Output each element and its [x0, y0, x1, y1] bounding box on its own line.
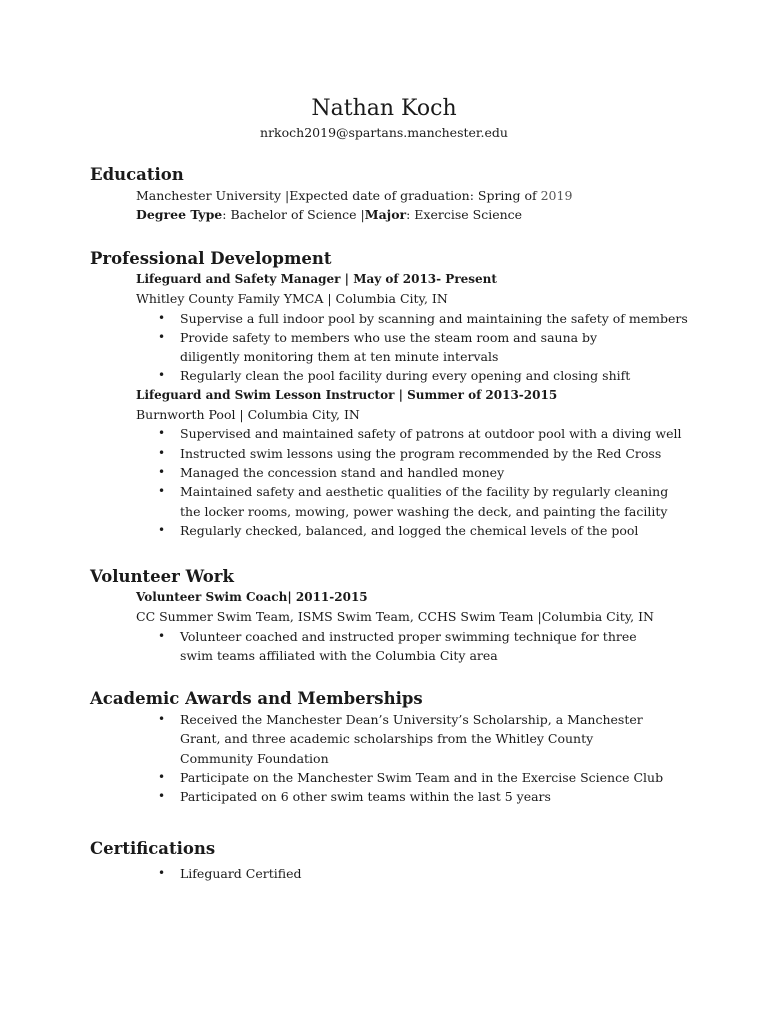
degree-label: Degree Type — [136, 207, 223, 223]
candidate-name: Nathan Koch — [311, 96, 457, 121]
section-title: Volunteer Work — [90, 567, 234, 586]
section-title: Academic Awards and Memberships — [90, 689, 423, 708]
volunteer-bullet-list — [90, 627, 730, 666]
major-label: Major — [364, 207, 407, 223]
major-value: : Exercise Science — [406, 207, 523, 223]
list-item: • Volunteer coached and instructed proper swimming technique for three swim teams affiliated with the Columbia City area — [180, 627, 670, 666]
education-degree-line — [136, 205, 730, 224]
list-item: • Instructed swim lessons using the program recommended by the Red Cross — [180, 444, 730, 463]
professional-section — [90, 248, 730, 540]
list-item: • Regularly checked, balanced, and logged the chemical levels of the pool — [180, 521, 730, 540]
job-organization: Whitley County Family YMCA | Columbia City, IN — [136, 291, 448, 307]
job-heading: Lifeguard and Safety Manager | May of 2013- Present — [136, 272, 497, 286]
awards-bullet-list — [90, 710, 730, 806]
graduation-year: 2019 — [540, 188, 573, 203]
section-title: Education — [90, 165, 184, 184]
list-item: • Lifeguard Certified — [180, 864, 730, 883]
education-school-line — [136, 186, 730, 205]
volunteer-section — [90, 566, 730, 665]
job-organization: Burnworth Pool | Columbia City, IN — [136, 407, 360, 423]
volunteer-organization: CC Summer Swim Team, ISMS Swim Team, CCHS Swim Team |Columbia City, IN — [136, 609, 654, 625]
awards-section — [90, 688, 730, 806]
list-item: • Received the Manchester Dean’s University’s Scholarship, a Manchester Grant, and three academic scholarships from the Whitley County Community Foundation — [180, 710, 690, 768]
volunteer-heading: Volunteer Swim Coach| 2011-2015 — [136, 590, 368, 604]
education-section — [90, 164, 730, 225]
job-bullet-list — [90, 309, 730, 386]
list-item: • Supervise a full indoor pool by scanning and maintaining the safety of members — [180, 309, 730, 328]
list-item: • Provide safety to members who use the steam room and sauna by diligently monitoring them at ten minute intervals — [180, 328, 680, 367]
job-bullet-list — [90, 424, 730, 540]
list-item: • Managed the concession stand and handled money — [180, 463, 730, 482]
education-school-text: Manchester University |Expected date of graduation: Spring of — [136, 188, 541, 203]
certifications-bullet-list — [90, 864, 730, 883]
job-heading: Lifeguard and Swim Lesson Instructor | Summer of 2013-2015 — [136, 387, 558, 402]
certifications-section — [90, 838, 730, 883]
degree-value: : Bachelor of Science | — [222, 207, 365, 223]
list-item: • Participate on the Manchester Swim Team and in the Exercise Science Club — [180, 768, 730, 787]
section-title: Professional Development — [90, 249, 332, 268]
list-item: • Participated on 6 other swim teams within the last 5 years — [180, 787, 730, 806]
candidate-email: nrkoch2019@spartans.manchester.edu — [260, 125, 508, 140]
list-item: • Maintained safety and aesthetic qualities of the facility by regularly cleaning the locker rooms, mowing, power washing the deck, and painting the facility — [180, 482, 700, 521]
list-item: • Supervised and maintained safety of patrons at outdoor pool with a diving well — [180, 424, 730, 443]
section-title: Certifications — [90, 839, 216, 858]
list-item: • Regularly clean the pool facility during every opening and closing shift — [180, 366, 730, 385]
